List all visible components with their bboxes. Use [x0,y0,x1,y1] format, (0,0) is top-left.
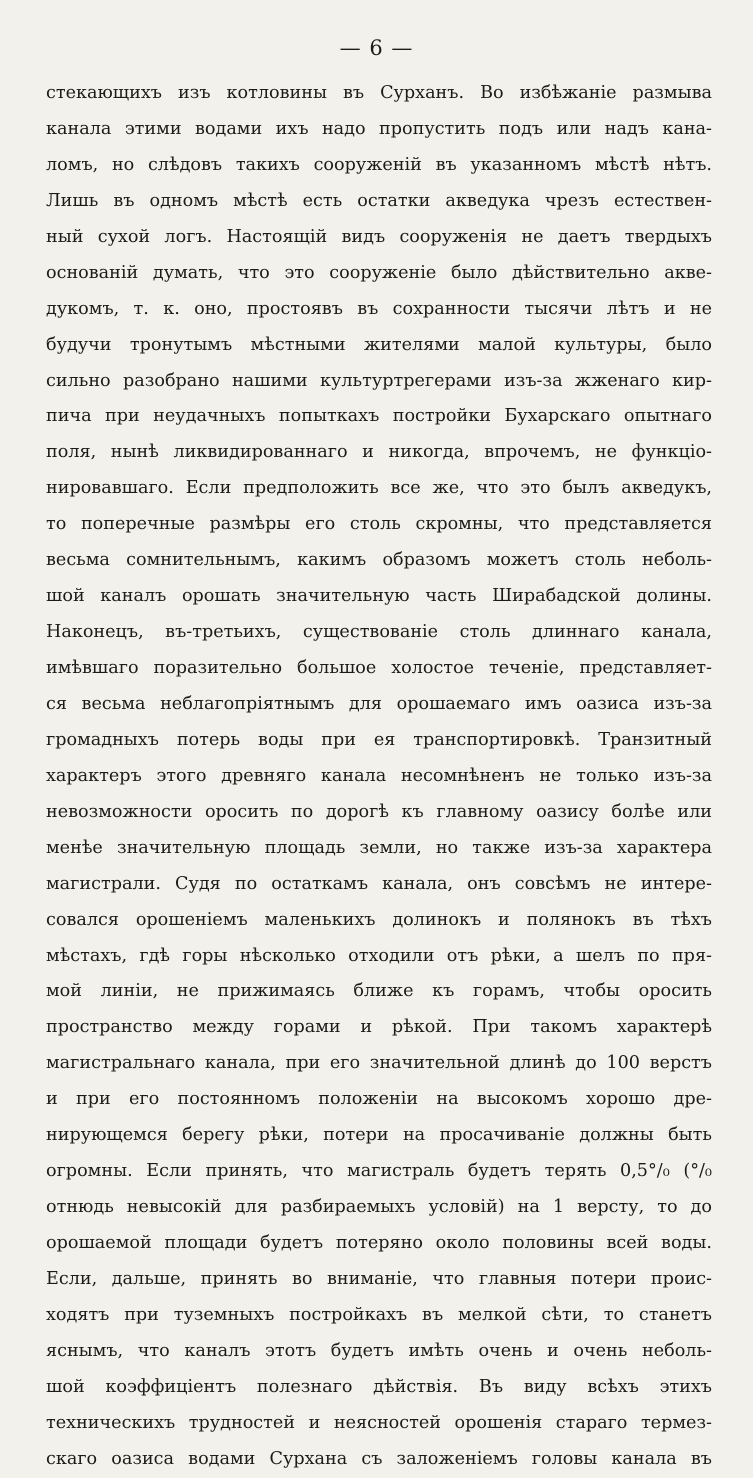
text-line: отнюдь невысокій для разбираемыхъ условій) на 1 версту, то до [46,1197,712,1218]
text-line: основаній думать, что это сооруженіе было дѣйствительно акве- [46,262,712,283]
page-number: — 6 — [339,36,414,60]
text-line: яснымъ, что каналъ этотъ будетъ имѣть очень и очень неболь- [46,1340,712,1361]
text-line: техническихъ трудностей и неясностей орошенія стараго термез- [46,1412,712,1433]
text-line: шой коэффиціентъ полезнаго дѣйствія. Въ виду всѣхъ этихъ [46,1376,712,1397]
text-line: Наконецъ, въ-третьихъ, существованіе столь длиннаго канала, [46,622,712,643]
text-line: ся весьма неблагопріятнымъ для орошаемаго имъ оазиса изъ-за [46,693,712,714]
text-line: сильно разобрано нашими культуртрегерами изъ-за жженаго кир- [46,370,712,391]
text-line: дукомъ, т. к. оно, простоявъ въ сохранности тысячи лѣтъ и не [46,298,712,319]
text-line: весьма сомнительнымъ, какимъ образомъ можетъ столь неболь- [46,550,712,571]
text-line: характеръ этого древняго канала несомнѣненъ не только изъ-за [46,765,712,786]
text-line: то поперечные размѣры его столь скромны, что представляется [46,514,712,535]
text-line: канала этими водами ихъ надо пропустить подъ или надъ кана- [46,118,712,139]
text-line: и при его постоянномъ положеніи на высокомъ хорошо дре- [46,1089,712,1110]
text-line: Если, дальше, принять во вниманіе, что главныя потери проис- [46,1268,712,1289]
text-line: будучи тронутымъ мѣстными жителями малой культуры, было [46,334,712,355]
text-line: нировавшаго. Если предположить все же, что это былъ акведукъ, [46,478,712,499]
text-line: орошаемой площади будетъ потеряно около половины всей воды. [46,1233,712,1253]
text-line: шой каналъ орошать значительную часть Ширабадской долины. [46,586,712,607]
text-line: громадныхъ потерь воды при ея транспортировкѣ. Транзитный [46,729,712,750]
body-text [46,76,712,1478]
text-line: ходятъ при туземныхъ постройкахъ въ мелкой сѣти, то станетъ [46,1304,712,1325]
text-line: пича при неудачныхъ попыткахъ постройки Бухарскаго опытнаго [46,406,712,427]
text-line: магистрали. Судя по остаткамъ канала, онъ совсѣмъ не интере- [46,873,712,894]
text-line: невозможности оросить по дорогѣ къ главному оазису болѣе или [46,801,712,822]
text-line: менѣе значительную площадь земли, но также изъ-за характера [46,837,712,858]
text-line: огромны. Если принять, что магистраль будетъ терять 0,5°/₀ (°/₀ [46,1161,712,1182]
text-line: Лишь въ одномъ мѣстѣ есть остатки акведука чрезъ естествен- [46,190,712,211]
text-line: ломъ, но слѣдовъ такихъ сооруженій въ указанномъ мѣстѣ нѣтъ. [46,154,712,175]
text-line: имѣвшаго поразительно большое холостое теченіе, представляет- [46,658,712,678]
text-line: ный сухой логъ. Настоящій видъ сооруженія не даетъ твердыхъ [46,226,712,247]
text-line: пространство между горами и рѣкой. При такомъ характерѣ [46,1017,712,1038]
text-line: стекающихъ изъ котловины въ Сурханъ. Во избѣжаніе размыва [46,83,712,103]
text-line: магистральнаго канала, при его значительной длинѣ до 100 верстъ [46,1053,712,1074]
text-line: поля, нынѣ ликвидированнаго и никогда, впрочемъ, не функціо- [46,442,712,463]
text-line: нирующемся берегу рѣки, потери на просачиваніе должны быть [46,1125,712,1146]
text-line: скаго оазиса водами Сурхана съ заложеніемъ головы канала въ [46,1448,712,1469]
text-line: мой линіи, не прижимаясь ближе къ горамъ, чтобы оросить [46,981,712,1002]
text-line: совался орошеніемъ маленькихъ долинокъ и полянокъ въ тѣхъ [46,909,712,930]
text-line: мѣстахъ, гдѣ горы нѣсколько отходили отъ рѣки, а шелъ по пря- [46,945,712,966]
